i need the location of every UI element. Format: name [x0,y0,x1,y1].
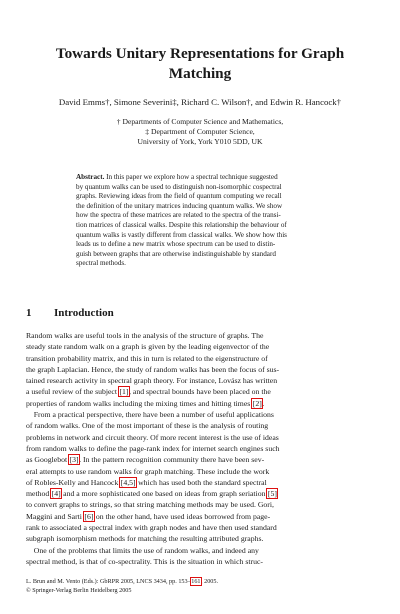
citation-link[interactable]: [4] [51,489,61,499]
body-line [26,454,374,465]
abstract-line: how the spectra of these matrices are related to the spectra of the transi- [76,211,281,220]
body-text-run: From a practical perspective, there have been a number of useful applications [26,410,274,420]
body-line [26,499,374,510]
body-line [26,386,374,397]
affiliations [30,117,370,147]
citation-link[interactable]: [2] [252,398,262,408]
body-text-run: . [262,398,265,408]
abstract-line: guish between graphs that are otherwise indistinguishable by standard [76,249,276,258]
body-text-run: Random walks are useful tools in the analysis of the structure of graphs. The [26,331,264,340]
affiliation-line: University of York, York Y010 5DD, UK [137,137,263,146]
body-line [26,488,374,499]
body-text-run: properties of random walks including the mixing times and hitting times [26,398,253,408]
abstract-text: In this paper we explore how a spectral technique suggested [104,173,278,181]
abstract-line: the definition of the unitary matrices inducing quantum walks. We show [76,201,283,210]
body-text-run: Maggini and Sarti [26,511,84,521]
body-text [26,330,374,567]
abstract-label: Abstract. [76,173,105,181]
body-text-run: transition probability matrix, and this in turn is related to the eigenstructure of [26,353,268,363]
page-footer [26,577,218,595]
copyright-line: © Springer-Verlag Berlin Heidelberg 2005 [26,587,132,594]
abstract-line: graphs. Reviewing ideas from the field of quantum computing we recall [76,192,282,201]
body-line [26,443,374,454]
affiliation-line: † Departments of Computer Science and Mathematics, [116,117,284,126]
body-line [26,466,374,477]
abstract [76,173,324,269]
citation-link[interactable]: [3] [69,455,79,465]
body-text-run: on the other hand, have used ideas borrowed from page- [93,511,271,521]
body-line [26,477,374,488]
body-text-run: eral attempts to use random walks for graph matching. These include the work [26,466,270,476]
body-text-run: subgraph isomorphism methods for matching the resulting attributed graphs. [26,534,264,544]
body-text-run: to convert graphs to strings, so that string matching methods may be used. Gori, [26,500,274,510]
body-text-run: , and spectral bounds have been placed on the [129,387,271,397]
body-text-run: method [26,489,52,499]
body-line [26,375,374,386]
body-text-run: from random walks to define the page-rank index for internet search engines such [26,443,280,453]
body-text-run: which has used both the standard spectral [136,477,267,487]
body-text-run: rank to associated a spectral index with graph nodes and have then used standard [26,523,277,533]
paper-title-line-1: Towards Unitary Representations for Graph [55,45,345,62]
body-line [26,556,374,567]
body-text-run: the graph Laplacian. Hence, the study of random walks has been the focus of sus- [26,364,280,374]
body-text-run: tained research activity in spectral graph theory. For instance, Lovász has written [26,376,278,386]
author-list: David Emms†, Simone Severini‡, Richard C. Wilson†, and Edwin R. Hancock† [58,97,342,107]
body-line [26,432,374,443]
abstract-line: spectral methods. [76,259,126,268]
body-line [26,533,374,544]
body-text-run: a useful review of the subject [26,387,119,397]
footer-citation-text: L. Brun and M. Vento (Eds.): GbRPR 2005, LNCS 3434, pp. 153– [26,578,191,585]
paper-title-line-2: Matching [168,65,232,82]
body-line [26,364,374,375]
body-line [26,409,374,420]
citation-link[interactable]: [5] [267,489,277,499]
citation-link[interactable]: [6] [84,511,94,521]
body-text-run: of Robles-Kelly and Hancock [26,477,121,487]
body-line [26,353,374,364]
paper-title [20,44,380,84]
body-line [26,420,374,431]
abstract-line [76,173,324,183]
abstract-line: tion matrices of classical walks. Despite this relationship the behaviour of [76,220,287,229]
citation-link[interactable]: [1] [119,387,129,397]
footer-citation-line [26,577,218,586]
abstract-line: leads us to define a new matrix whose spectrum can be used to distin- [76,240,276,249]
body-line [26,341,374,352]
affiliation-line: ‡ Department of Computer Science, [145,127,255,136]
body-line [26,511,374,522]
section-number: 1 [26,307,32,319]
page-range-link[interactable]: 161 [191,578,201,585]
body-text-run: as Googlebot [26,455,70,465]
section-title: Introduction [54,307,114,319]
footer-citation-end: , 2005. [201,578,219,585]
citation-link[interactable]: [4,5] [120,477,136,487]
section-heading [26,306,114,320]
abstract-line: quantum walks is vastly different from classical walks. We show how this [76,230,287,239]
body-line [26,398,374,409]
body-text-run: One of the problems that limits the use of random walks, and indeed any [26,545,259,555]
body-line [26,330,374,341]
body-text-run: of random walks. One of the most important of these is the analysis of routing [26,421,269,431]
body-text-run: spectral method, is that of co-spectrality. This is the situation in which struc- [26,556,263,566]
body-text-run: problems in network and circuit theory. Of more recent interest is the use of ideas [26,432,279,442]
abstract-line: by quantum walks can be used to distinguish non-isomorphic cospectral [76,182,282,191]
body-text-run: steady state random walk on a graph is given by the leading eigenvector of the [26,342,270,352]
body-text-run: . In the pattern recognition community there have been sev- [79,455,265,465]
body-text-run: and a more sophisticated one based on ideas from graph seriation [61,489,268,499]
body-line [26,545,374,556]
body-line [26,522,374,533]
